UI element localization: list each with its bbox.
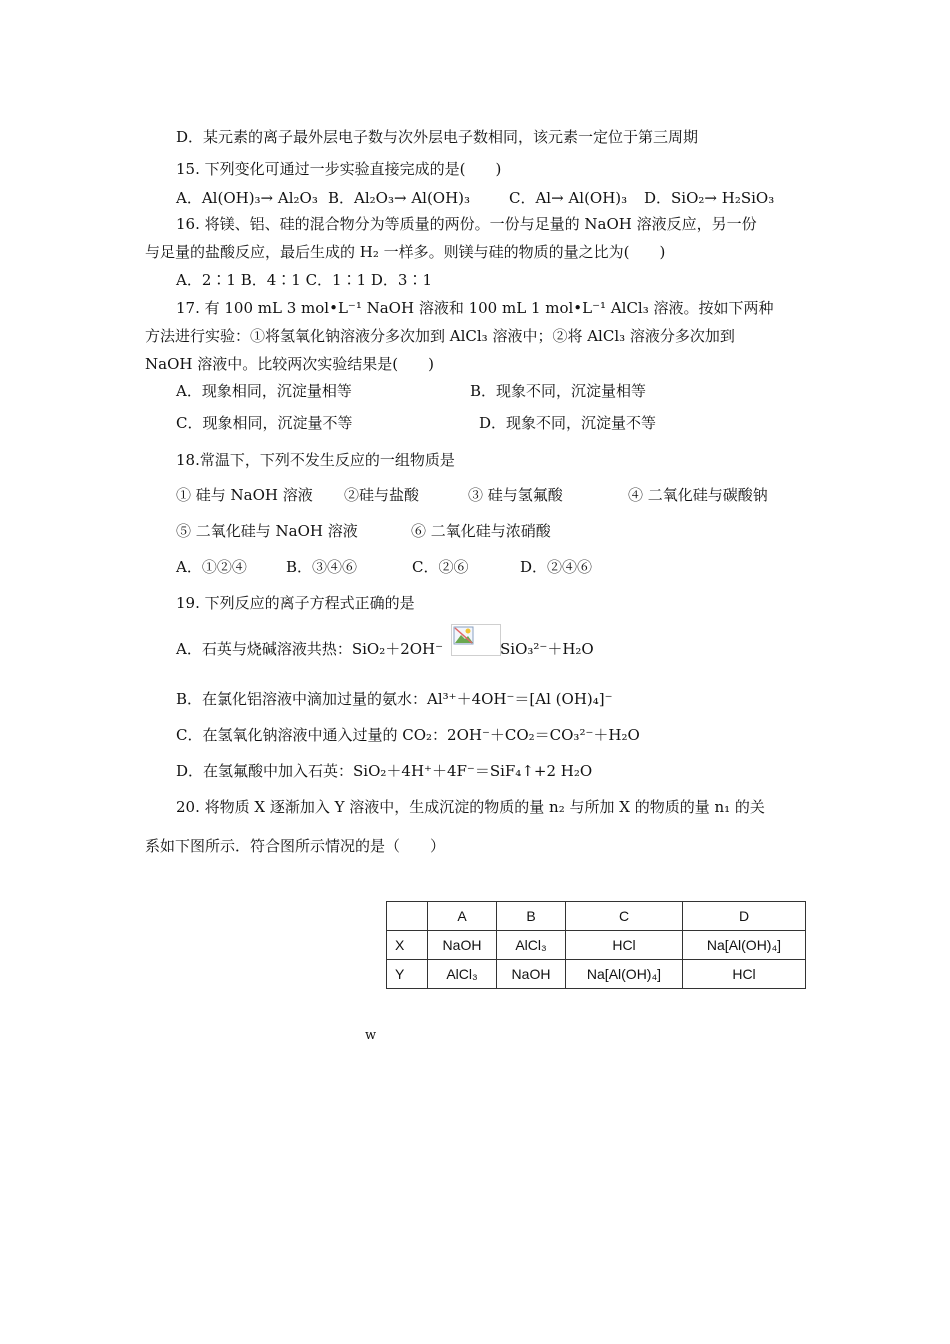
table-header-row	[387, 902, 806, 931]
stray-mark: w	[365, 1028, 377, 1043]
q17-line1: 17. 有 100 mL 3 mol•L⁻¹ NaOH 溶液和 100 mL 1 mol•L⁻¹ AlCl₃ 溶液。按如下两种	[176, 299, 774, 317]
q15-option-c: C．Al→ Al(OH)₃	[509, 189, 628, 207]
table-cell: NaOH	[497, 960, 566, 989]
q19-option-d: D．在氢氟酸中加入石英：SiO₂＋4H⁺＋4F⁻＝SiF₄↑+2 H₂O	[176, 762, 593, 780]
xy-options-table	[386, 901, 806, 989]
q16-line1: 16. 将镁、铝、硅的混合物分为等质量的两份。一份与足量的 NaOH 溶液反应，另一份	[176, 215, 757, 233]
q18-stem: 18.常温下，下列不发生反应的一组物质是	[176, 451, 455, 469]
q19-option-a-right: SiO₃²⁻＋H₂O	[500, 640, 594, 658]
table-cell: D	[683, 902, 806, 931]
q19-stem: 19. 下列反应的离子方程式正确的是	[176, 594, 415, 612]
q17-option-d: D．现象不同，沉淀量不等	[479, 414, 657, 432]
q19-option-b: B．在氯化铝溶液中滴加过量的氨水：Al³⁺＋4OH⁻＝[Al (OH)₄]⁻	[176, 690, 613, 708]
q18-item-5: ⑤ 二氧化硅与 NaOH 溶液	[176, 522, 358, 540]
table-row	[387, 931, 806, 960]
q18-option-b: B．③④⑥	[286, 558, 358, 576]
q18-item-4: ④ 二氧化硅与碳酸钠	[628, 486, 768, 504]
table-cell: C	[566, 902, 683, 931]
table-cell: AlCl₃	[497, 931, 566, 960]
table-cell: HCl	[566, 931, 683, 960]
table-cell: HCl	[683, 960, 806, 989]
q18-item-3: ③ 硅与氢氟酸	[468, 486, 563, 504]
table-row	[387, 960, 806, 989]
q17-option-b: B．现象不同，沉淀量相等	[470, 382, 647, 400]
table-cell: Y	[387, 960, 428, 989]
table-cell: A	[428, 902, 497, 931]
q17-option-c: C．现象相同，沉淀量不等	[176, 414, 353, 432]
q17-line2: 方法进行实验：①将氢氧化钠溶液分多次加到 AlCl₃ 溶液中；②将 AlCl₃ 溶液分多次加到	[145, 327, 735, 345]
q18-option-d: D．②④⑥	[520, 558, 593, 576]
q18-option-a: A．①②④	[176, 558, 247, 576]
table-cell: AlCl₃	[428, 960, 497, 989]
table-cell: Na[Al(OH)₄]	[683, 931, 806, 960]
q15-option-b: B．Al₂O₃→ Al(OH)₃	[328, 189, 471, 207]
table-cell: B	[497, 902, 566, 931]
q20-line1: 20. 将物质 X 逐渐加入 Y 溶液中，生成沉淀的物质的量 n₂ 与所加 X 的物质的量 n₁ 的关	[176, 798, 765, 816]
q18-item-1: ① 硅与 NaOH 溶液	[176, 486, 313, 504]
q18-option-c: C．②⑥	[412, 558, 469, 576]
table-cell: Na[Al(OH)₄]	[566, 960, 683, 989]
table-cell	[387, 902, 428, 931]
q19-option-a-left: A．石英与烧碱溶液共热：SiO₂＋2OH⁻	[176, 640, 444, 658]
q16-options: A．2∶1 B．4∶1 C．1∶1 D．3∶1	[176, 271, 433, 289]
q15-option-d: D．SiO₂→ H₂SiO₃	[644, 189, 775, 207]
q15-stem: 15. 下列变化可通过一步实验直接完成的是( )	[176, 160, 502, 178]
q18-item-2: ②硅与盐酸	[344, 486, 420, 504]
q17-option-a: A．现象相同，沉淀量相等	[176, 382, 352, 400]
q16-line2: 与足量的盐酸反应，最后生成的 H₂ 一样多。则镁与硅的物质的量之比为( )	[145, 243, 666, 261]
table-cell: X	[387, 931, 428, 960]
q18-item-6: ⑥ 二氧化硅与浓硝酸	[411, 522, 551, 540]
q19-option-c: C．在氢氧化钠溶液中通入过量的 CO₂：2OH⁻＋CO₂＝CO₃²⁻＋H₂O	[176, 726, 640, 744]
broken-image-icon	[451, 624, 501, 656]
q14-option-d: D．某元素的离子最外层电子数与次外层电子数相同，该元素一定位于第三周期	[176, 128, 699, 146]
q17-line3: NaOH 溶液中。比较两次实验结果是( )	[145, 355, 434, 373]
q20-line2: 系如下图所示．符合图所示情况的是（ ）	[145, 837, 446, 855]
table-cell: NaOH	[428, 931, 497, 960]
q15-option-a: A．Al(OH)₃→ Al₂O₃	[176, 189, 318, 207]
